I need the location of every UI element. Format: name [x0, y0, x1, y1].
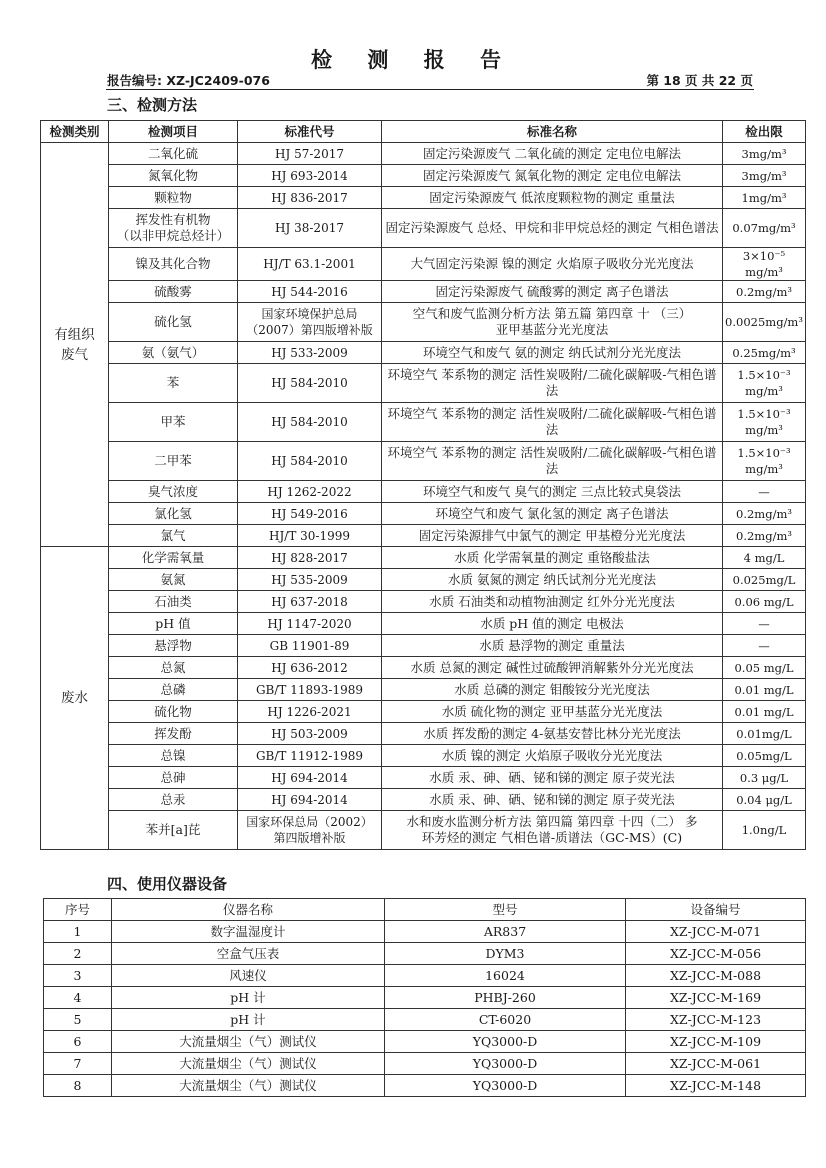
item-cell: pH 值 [109, 613, 238, 635]
standard-code-cell: HJ 584-2010 [238, 403, 382, 442]
column-header: 标准代号 [238, 121, 382, 143]
row-number-cell: 7 [44, 1053, 112, 1075]
detection-limit-cell: 4 mg/L [723, 547, 806, 569]
standard-name-cell: 环境空气和废气 氨的测定 纳氏试剂分光光度法 [382, 342, 723, 364]
item-cell: 总砷 [109, 767, 238, 789]
model-cell: AR837 [385, 921, 626, 943]
detection-limit-cell: 0.3 μg/L [723, 767, 806, 789]
standard-name-cell: 固定污染源废气 总烃、甲烷和非甲烷总烃的测定 气相色谱法 [382, 209, 723, 248]
item-cell: 苯 [109, 364, 238, 403]
standard-name-cell: 固定污染源废气 二氧化硫的测定 定电位电解法 [382, 143, 723, 165]
row-number-cell: 6 [44, 1031, 112, 1053]
standard-code-cell: HJ 694-2014 [238, 789, 382, 811]
model-cell: YQ3000-D [385, 1075, 626, 1097]
item-cell: 氮氧化物 [109, 165, 238, 187]
standard-name-cell: 水质 汞、砷、硒、铋和锑的测定 原子荧光法 [382, 767, 723, 789]
standard-code-cell: HJ/T 63.1-2001 [238, 248, 382, 281]
standard-code-cell: HJ 57-2017 [238, 143, 382, 165]
table-row [41, 701, 806, 723]
methods-header-row [41, 121, 806, 143]
detection-limit-cell: 0.2mg/m³ [723, 281, 806, 303]
model-cell: 16024 [385, 965, 626, 987]
table-row [41, 547, 806, 569]
item-cell: 臭气浓度 [109, 481, 238, 503]
column-header: 设备编号 [626, 899, 806, 921]
standard-name-cell: 环境空气和废气 氯化氢的测定 离子色谱法 [382, 503, 723, 525]
category-cell: 废水 [41, 547, 109, 850]
column-header: 检测项目 [109, 121, 238, 143]
standard-name-cell: 水质 悬浮物的测定 重量法 [382, 635, 723, 657]
detection-limit-cell: 1mg/m³ [723, 187, 806, 209]
item-cell: 苯并[a]芘 [109, 811, 238, 850]
detection-limit-cell: 0.05mg/L [723, 745, 806, 767]
row-number-cell: 3 [44, 965, 112, 987]
detection-limit-cell: 0.04 μg/L [723, 789, 806, 811]
instrument-name-cell: 数字温湿度计 [112, 921, 385, 943]
table-row [44, 1075, 806, 1097]
model-cell: CT-6020 [385, 1009, 626, 1031]
methods-table-body [41, 143, 806, 850]
column-header: 型号 [385, 899, 626, 921]
item-cell: 甲苯 [109, 403, 238, 442]
item-cell: 氨氮 [109, 569, 238, 591]
standard-name-cell: 大气固定污染源 镍的测定 火焰原子吸收分光光度法 [382, 248, 723, 281]
table-row [41, 723, 806, 745]
detection-limit-cell: 0.07mg/m³ [723, 209, 806, 248]
instrument-name-cell: pH 计 [112, 987, 385, 1009]
row-number-cell: 4 [44, 987, 112, 1009]
instruments-table [43, 898, 806, 1097]
standard-name-cell: 固定污染源废气 氮氧化物的测定 定电位电解法 [382, 165, 723, 187]
item-cell: 硫化物 [109, 701, 238, 723]
item-cell: 二甲苯 [109, 442, 238, 481]
model-cell: YQ3000-D [385, 1031, 626, 1053]
table-row [44, 943, 806, 965]
standard-name-cell: 环境空气和废气 臭气的测定 三点比较式臭袋法 [382, 481, 723, 503]
instrument-name-cell: 大流量烟尘（气）测试仪 [112, 1075, 385, 1097]
table-row [41, 789, 806, 811]
standard-name-cell: 固定污染源废气 硫酸雾的测定 离子色谱法 [382, 281, 723, 303]
standard-name-cell: 水质 总磷的测定 钼酸铵分光光度法 [382, 679, 723, 701]
instrument-name-cell: 大流量烟尘（气）测试仪 [112, 1053, 385, 1075]
standard-code-cell: HJ 549-2016 [238, 503, 382, 525]
table-row [41, 143, 806, 165]
equipment-id-cell: XZ-JCC-M-148 [626, 1075, 806, 1097]
standard-name-cell: 水质 挥发酚的测定 4-氨基安替比林分光光度法 [382, 723, 723, 745]
standard-code-cell: HJ 836-2017 [238, 187, 382, 209]
standard-code-cell: HJ 584-2010 [238, 442, 382, 481]
detection-limit-cell: 0.01mg/L [723, 723, 806, 745]
table-row [44, 921, 806, 943]
standard-code-cell: HJ 544-2016 [238, 281, 382, 303]
standard-code-cell: HJ 533-2009 [238, 342, 382, 364]
table-row [41, 679, 806, 701]
standard-name-cell: 水质 总氮的测定 碱性过硫酸钾消解紫外分光光度法 [382, 657, 723, 679]
standard-name-cell: 水质 化学需氧量的测定 重铬酸盐法 [382, 547, 723, 569]
page-indicator: 第 18 页 共 22 页 [646, 73, 753, 88]
table-row [41, 364, 806, 403]
standard-name-cell: 水和废水监测分析方法 第四篇 第四章 十四（二） 多 环芳烃的测定 气相色谱-质谱法（GC-MS）(C) [382, 811, 723, 850]
methods-table [40, 120, 806, 850]
detection-limit-cell: — [723, 635, 806, 657]
standard-code-cell: HJ 828-2017 [238, 547, 382, 569]
table-row [41, 745, 806, 767]
item-cell: 挥发性有机物 （以非甲烷总烃计） [109, 209, 238, 248]
item-cell: 化学需氧量 [109, 547, 238, 569]
table-row [41, 303, 806, 342]
item-cell: 总氮 [109, 657, 238, 679]
equipment-id-cell: XZ-JCC-M-061 [626, 1053, 806, 1075]
table-row [41, 591, 806, 613]
item-cell: 氯气 [109, 525, 238, 547]
equipment-id-cell: XZ-JCC-M-056 [626, 943, 806, 965]
table-row [41, 187, 806, 209]
equipment-id-cell: XZ-JCC-M-071 [626, 921, 806, 943]
table-row [41, 442, 806, 481]
standard-name-cell: 水质 硫化物的测定 亚甲基蓝分光光度法 [382, 701, 723, 723]
item-cell: 挥发酚 [109, 723, 238, 745]
standard-name-cell: 水质 氨氮的测定 纳氏试剂分光光度法 [382, 569, 723, 591]
model-cell: DYM3 [385, 943, 626, 965]
detection-limit-cell: 3mg/m³ [723, 165, 806, 187]
detection-limit-cell: 1.5×10⁻³ mg/m³ [723, 364, 806, 403]
detection-limit-cell: 0.025mg/L [723, 569, 806, 591]
standard-name-cell: 水质 pH 值的测定 电极法 [382, 613, 723, 635]
table-row [41, 569, 806, 591]
column-header: 标准名称 [382, 121, 723, 143]
table-row [41, 342, 806, 364]
standard-name-cell: 水质 镍的测定 火焰原子吸收分光光度法 [382, 745, 723, 767]
detection-limit-cell: 3mg/m³ [723, 143, 806, 165]
detection-limit-cell: 1.5×10⁻³ mg/m³ [723, 403, 806, 442]
standard-code-cell: HJ/T 30-1999 [238, 525, 382, 547]
standard-code-cell: HJ 1147-2020 [238, 613, 382, 635]
table-row [41, 403, 806, 442]
column-header: 仪器名称 [112, 899, 385, 921]
standard-name-cell: 固定污染源排气中氯气的测定 甲基橙分光光度法 [382, 525, 723, 547]
table-row [41, 281, 806, 303]
standard-name-cell: 水质 石油类和动植物油测定 红外分光光度法 [382, 591, 723, 613]
standard-code-cell: GB 11901-89 [238, 635, 382, 657]
item-cell: 二氧化硫 [109, 143, 238, 165]
instruments-header-row [44, 899, 806, 921]
item-cell: 氯化氢 [109, 503, 238, 525]
instruments-table-body [44, 921, 806, 1097]
standard-name-cell: 水质 汞、砷、硒、铋和锑的测定 原子荧光法 [382, 789, 723, 811]
standard-name-cell: 空气和废气监测分析方法 第五篇 第四章 十 （三） 亚甲基蓝分光光度法 [382, 303, 723, 342]
detection-limit-cell: 0.01 mg/L [723, 679, 806, 701]
column-header: 检出限 [723, 121, 806, 143]
standard-name-cell: 固定污染源废气 低浓度颗粒物的测定 重量法 [382, 187, 723, 209]
item-cell: 硫化氢 [109, 303, 238, 342]
table-row [44, 965, 806, 987]
standard-code-cell: HJ 535-2009 [238, 569, 382, 591]
item-cell: 颗粒物 [109, 187, 238, 209]
equipment-id-cell: XZ-JCC-M-123 [626, 1009, 806, 1031]
table-row [41, 248, 806, 281]
item-cell: 总汞 [109, 789, 238, 811]
standard-code-cell: HJ 636-2012 [238, 657, 382, 679]
model-cell: PHBJ-260 [385, 987, 626, 1009]
item-cell: 硫酸雾 [109, 281, 238, 303]
detection-limit-cell: 0.2mg/m³ [723, 503, 806, 525]
item-cell: 总磷 [109, 679, 238, 701]
detection-limit-cell: 0.01 mg/L [723, 701, 806, 723]
standard-code-cell: HJ 1262-2022 [238, 481, 382, 503]
standard-code-cell: HJ 1226-2021 [238, 701, 382, 723]
item-cell: 悬浮物 [109, 635, 238, 657]
standard-name-cell: 环境空气 苯系物的测定 活性炭吸附/二硫化碳解吸-气相色谱法 [382, 442, 723, 481]
report-title: 检 测 报 告 [311, 48, 515, 72]
detection-limit-cell: 0.0025mg/m³ [723, 303, 806, 342]
table-row [41, 811, 806, 850]
table-row [41, 657, 806, 679]
standard-name-cell: 环境空气 苯系物的测定 活性炭吸附/二硫化碳解吸-气相色谱法 [382, 364, 723, 403]
detection-limit-cell: 3×10⁻⁵ mg/m³ [723, 248, 806, 281]
standard-code-cell: HJ 584-2010 [238, 364, 382, 403]
table-row [44, 1031, 806, 1053]
detection-limit-cell: 1.5×10⁻³ mg/m³ [723, 442, 806, 481]
standard-code-cell: GB/T 11893-1989 [238, 679, 382, 701]
standard-code-cell: GB/T 11912-1989 [238, 745, 382, 767]
instrument-name-cell: 空盒气压表 [112, 943, 385, 965]
table-row [44, 1009, 806, 1031]
equipment-id-cell: XZ-JCC-M-088 [626, 965, 806, 987]
equipment-id-cell: XZ-JCC-M-169 [626, 987, 806, 1009]
standard-code-cell: HJ 38-2017 [238, 209, 382, 248]
row-number-cell: 8 [44, 1075, 112, 1097]
standard-code-cell: HJ 693-2014 [238, 165, 382, 187]
instrument-name-cell: 风速仪 [112, 965, 385, 987]
table-row [44, 987, 806, 1009]
detection-limit-cell: 0.2mg/m³ [723, 525, 806, 547]
table-row [41, 503, 806, 525]
report-number: 报告编号: XZ-JC2409-076 [107, 73, 270, 88]
header-divider [106, 89, 754, 90]
item-cell: 总镍 [109, 745, 238, 767]
table-row [41, 209, 806, 248]
standard-code-cell: HJ 637-2018 [238, 591, 382, 613]
section-title-instruments: 四、使用仪器设备 [107, 875, 228, 893]
item-cell: 石油类 [109, 591, 238, 613]
model-cell: YQ3000-D [385, 1053, 626, 1075]
equipment-id-cell: XZ-JCC-M-109 [626, 1031, 806, 1053]
table-row [44, 1053, 806, 1075]
item-cell: 氨（氨气） [109, 342, 238, 364]
table-row [41, 613, 806, 635]
instrument-name-cell: pH 计 [112, 1009, 385, 1031]
detection-limit-cell: — [723, 613, 806, 635]
table-row [41, 635, 806, 657]
detection-limit-cell: 0.25mg/m³ [723, 342, 806, 364]
row-number-cell: 5 [44, 1009, 112, 1031]
standard-code-cell: HJ 694-2014 [238, 767, 382, 789]
row-number-cell: 2 [44, 943, 112, 965]
detection-limit-cell: 0.05 mg/L [723, 657, 806, 679]
table-row [41, 525, 806, 547]
item-cell: 镍及其化合物 [109, 248, 238, 281]
column-header: 检测类别 [41, 121, 109, 143]
section-title-methods: 三、检测方法 [107, 96, 198, 114]
table-row [41, 481, 806, 503]
category-cell: 有组织 废气 [41, 143, 109, 547]
row-number-cell: 1 [44, 921, 112, 943]
detection-limit-cell: — [723, 481, 806, 503]
table-row [41, 165, 806, 187]
standard-code-cell: 国家环境保护总局 （2007）第四版增补版 [238, 303, 382, 342]
report-header [107, 71, 753, 89]
column-header: 序号 [44, 899, 112, 921]
table-row [41, 767, 806, 789]
standard-code-cell: 国家环保总局（2002） 第四版增补版 [238, 811, 382, 850]
instrument-name-cell: 大流量烟尘（气）测试仪 [112, 1031, 385, 1053]
detection-limit-cell: 0.06 mg/L [723, 591, 806, 613]
standard-code-cell: HJ 503-2009 [238, 723, 382, 745]
standard-name-cell: 环境空气 苯系物的测定 活性炭吸附/二硫化碳解吸-气相色谱法 [382, 403, 723, 442]
detection-limit-cell: 1.0ng/L [723, 811, 806, 850]
